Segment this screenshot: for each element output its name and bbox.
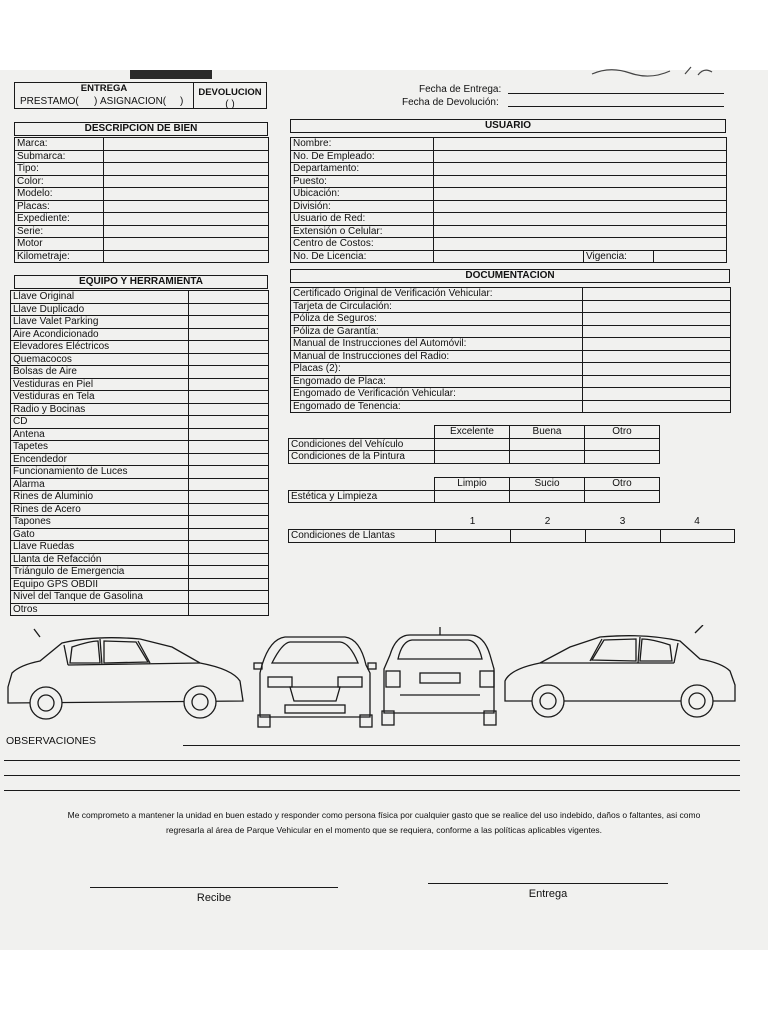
documentacion-value-cell[interactable] xyxy=(583,338,731,351)
equipo-row xyxy=(11,403,269,416)
usuario-row xyxy=(291,250,727,263)
documentacion-value-cell[interactable] xyxy=(583,313,731,326)
car-front-icon xyxy=(254,637,376,727)
prestamo-close: ) xyxy=(94,96,98,107)
estetica-label: Estética y Limpieza xyxy=(289,490,435,503)
llanta-cell[interactable] xyxy=(436,530,511,543)
equipo-label: Otros xyxy=(11,603,189,616)
equipo-table xyxy=(10,290,269,616)
car-left-side-icon xyxy=(8,629,243,719)
equipo-row xyxy=(11,478,269,491)
vehicle-diagram xyxy=(0,625,768,730)
equipo-label: Elevadores Eléctricos xyxy=(11,341,189,354)
usuario-row xyxy=(291,188,727,201)
usuario-value-cell[interactable] xyxy=(434,250,584,263)
documentacion-label: Engomado de Tenencia: xyxy=(291,400,583,413)
equipo-value-cell[interactable] xyxy=(189,516,269,529)
documentacion-title: DOCUMENTACION xyxy=(465,270,555,281)
condiciones-cell[interactable] xyxy=(435,451,510,464)
descripcion-label: Placas: xyxy=(15,200,104,213)
observaciones-line-4[interactable] xyxy=(4,790,740,791)
usuario-value-cell[interactable] xyxy=(434,213,727,226)
documentacion-label: Manual de Instrucciones del Automóvil: xyxy=(291,338,583,351)
descripcion-label: Marca: xyxy=(15,138,104,151)
llanta-header-4: 4 xyxy=(694,516,700,527)
documentacion-row xyxy=(291,313,731,326)
documentacion-table xyxy=(290,287,731,413)
equipo-label: CD xyxy=(11,416,189,429)
equipo-label: Encendedor xyxy=(11,453,189,466)
descripcion-row xyxy=(15,175,269,188)
descripcion-value-cell[interactable] xyxy=(104,150,269,163)
condiciones-cell[interactable] xyxy=(510,451,585,464)
documentacion-value-cell[interactable] xyxy=(583,400,731,413)
equipo-value-cell[interactable] xyxy=(189,591,269,604)
stamp-mark xyxy=(130,70,212,79)
usuario-row xyxy=(291,163,727,176)
equipo-value-cell[interactable] xyxy=(189,566,269,579)
equipo-label: Bolsas de Aire xyxy=(11,366,189,379)
usuario-label: Ubicación: xyxy=(291,188,434,201)
equipo-value-cell[interactable] xyxy=(189,328,269,341)
prestamo-label: PRESTAMO( xyxy=(20,96,79,107)
equipo-row xyxy=(11,428,269,441)
equipo-row xyxy=(11,378,269,391)
equipo-value-cell[interactable] xyxy=(189,341,269,354)
equipo-row xyxy=(11,466,269,479)
estetica-cell[interactable] xyxy=(435,490,510,503)
documentacion-label: Certificado Original de Verificación Vehicular: xyxy=(291,288,583,301)
equipo-value-cell[interactable] xyxy=(189,391,269,404)
equipo-value-cell[interactable] xyxy=(189,303,269,316)
condiciones-header-buena: Buena xyxy=(510,426,585,439)
equipo-row xyxy=(11,591,269,604)
descripcion-row xyxy=(15,213,269,226)
condiciones-pintura-label: Condiciones de la Pintura xyxy=(289,451,435,464)
usuario-row xyxy=(291,138,727,151)
equipo-row xyxy=(11,391,269,404)
equipo-row xyxy=(11,353,269,366)
documentacion-value-cell[interactable] xyxy=(583,363,731,376)
llanta-header-3: 3 xyxy=(619,516,626,527)
vigencia-value-cell[interactable] xyxy=(654,250,727,263)
equipo-row xyxy=(11,441,269,454)
llanta-cell[interactable] xyxy=(661,530,735,543)
documentacion-row xyxy=(291,338,731,351)
usuario-value-cell[interactable] xyxy=(434,225,727,238)
equipo-label: Alarma xyxy=(11,478,189,491)
usuario-value-cell[interactable] xyxy=(434,150,727,163)
usuario-title: USUARIO xyxy=(484,120,532,131)
documentacion-row xyxy=(291,350,731,363)
equipo-label: Funcionamiento de Luces xyxy=(11,466,189,479)
documentacion-value-cell[interactable] xyxy=(583,388,731,401)
estetica-header-sucio: Sucio xyxy=(510,478,585,491)
documentacion-label: Póliza de Garantía: xyxy=(291,325,583,338)
documentacion-row xyxy=(291,300,731,313)
condiciones-header-excelente: Excelente xyxy=(435,426,510,439)
equipo-label: Vestiduras en Tela xyxy=(11,391,189,404)
observaciones-line-1[interactable] xyxy=(183,745,740,746)
equipo-row xyxy=(11,453,269,466)
documentacion-value-cell[interactable] xyxy=(583,350,731,363)
estetica-cell[interactable] xyxy=(585,490,660,503)
descripcion-label: Serie: xyxy=(15,225,104,238)
equipo-label: Tapetes xyxy=(11,441,189,454)
llantas-label: Condiciones de Llantas xyxy=(289,530,436,543)
equipo-label: Llave Original xyxy=(11,291,189,304)
equipo-value-cell[interactable] xyxy=(189,441,269,454)
equipo-row xyxy=(11,291,269,304)
descripcion-label: Expediente: xyxy=(15,213,104,226)
equipo-row xyxy=(11,503,269,516)
descripcion-label: Kilometraje: xyxy=(15,250,104,263)
equipo-value-cell[interactable] xyxy=(189,466,269,479)
equipo-value-cell[interactable] xyxy=(189,366,269,379)
usuario-row xyxy=(291,238,727,251)
equipo-value-cell[interactable] xyxy=(189,316,269,329)
descripcion-row xyxy=(15,138,269,151)
condiciones-cell[interactable] xyxy=(585,451,660,464)
entrega-title: ENTREGA xyxy=(80,83,128,94)
usuario-header xyxy=(290,119,726,133)
condiciones-table xyxy=(288,425,660,464)
equipo-row xyxy=(11,516,269,529)
documentacion-label: Manual de Instrucciones del Radio: xyxy=(291,350,583,363)
disclaimer xyxy=(0,808,768,838)
usuario-label: Extensión o Celular: xyxy=(291,225,434,238)
equipo-value-cell[interactable] xyxy=(189,416,269,429)
condiciones-vehiculo-label: Condiciones del Vehículo xyxy=(289,438,435,451)
equipo-label: Quemacocos xyxy=(11,353,189,366)
descripcion-row xyxy=(15,250,269,263)
disclaimer-line-1: Me comprometo a mantener la unidad en buen estado y responder como persona física por cualquier gasto que se realice del uso indebido, daños o faltantes, asi como xyxy=(67,810,701,820)
documentacion-value-cell[interactable] xyxy=(583,300,731,313)
documentacion-value-cell[interactable] xyxy=(583,325,731,338)
descripcion-label: Submarca: xyxy=(15,150,104,163)
usuario-label: No. De Empleado: xyxy=(291,150,434,163)
equipo-value-cell[interactable] xyxy=(189,428,269,441)
usuario-value-cell[interactable] xyxy=(434,188,727,201)
equipo-value-cell[interactable] xyxy=(189,578,269,591)
usuario-label: No. De Licencia: xyxy=(291,250,434,263)
documentacion-row xyxy=(291,400,731,413)
usuario-label: Puesto: xyxy=(291,175,434,188)
usuario-label: Centro de Costos: xyxy=(291,238,434,251)
observaciones-label: OBSERVACIONES xyxy=(6,735,97,747)
usuario-value-cell[interactable] xyxy=(434,163,727,176)
equipo-label: Rines de Acero xyxy=(11,503,189,516)
equipo-value-cell[interactable] xyxy=(189,378,269,391)
documentacion-label: Póliza de Seguros: xyxy=(291,313,583,326)
llanta-cell[interactable] xyxy=(586,530,661,543)
documentacion-label: Engomado de Placa: xyxy=(291,375,583,388)
descripcion-value-cell[interactable] xyxy=(104,213,269,226)
usuario-value-cell[interactable] xyxy=(434,138,727,151)
equipo-value-cell[interactable] xyxy=(189,453,269,466)
estetica-cell[interactable] xyxy=(510,490,585,503)
documentacion-label: Engomado de Verificación Vehicular: xyxy=(291,388,583,401)
observaciones-line-3[interactable] xyxy=(4,775,740,776)
descripcion-label: Motor xyxy=(15,238,104,251)
llanta-header-1: 1 xyxy=(469,516,476,527)
fecha-entrega-line[interactable] xyxy=(508,93,724,94)
equipo-row xyxy=(11,316,269,329)
equipo-label: Triángulo de Emergencia xyxy=(11,566,189,579)
llantas-table xyxy=(288,529,735,543)
documentacion-value-cell[interactable] xyxy=(583,375,731,388)
estetica-header-limpio: Limpio xyxy=(435,478,510,491)
descripcion-label: Color: xyxy=(15,175,104,188)
descripcion-value-cell[interactable] xyxy=(104,238,269,251)
condiciones-cell[interactable] xyxy=(435,438,510,451)
entrega-label: Entrega xyxy=(528,888,568,900)
descripcion-row xyxy=(15,225,269,238)
llanta-header-2: 2 xyxy=(544,516,551,527)
equipo-value-cell[interactable] xyxy=(189,353,269,366)
condiciones-header-otro: Otro xyxy=(585,426,660,439)
equipo-row xyxy=(11,341,269,354)
equipo-row xyxy=(11,416,269,429)
condiciones-cell[interactable] xyxy=(510,438,585,451)
usuario-table xyxy=(290,137,727,263)
descripcion-label: Modelo: xyxy=(15,188,104,201)
equipo-row xyxy=(11,303,269,316)
asignacion-close: ) xyxy=(180,96,184,107)
equipo-label: Equipo GPS OBDII xyxy=(11,578,189,591)
fecha-entrega-label: Fecha de Entrega: xyxy=(419,84,502,95)
descripcion-value-cell[interactable] xyxy=(104,225,269,238)
descripcion-header xyxy=(14,122,268,136)
descripcion-value-cell[interactable] xyxy=(104,188,269,201)
equipo-header xyxy=(14,275,268,289)
estetica-header-otro: Otro xyxy=(585,478,660,491)
descripcion-value-cell[interactable] xyxy=(104,163,269,176)
equipo-label: Llave Ruedas xyxy=(11,541,189,554)
descripcion-row xyxy=(15,150,269,163)
equipo-label: Llanta de Refacción xyxy=(11,553,189,566)
documentacion-value-cell[interactable] xyxy=(583,288,731,301)
equipo-value-cell[interactable] xyxy=(189,291,269,304)
equipo-row xyxy=(11,578,269,591)
usuario-label: Departamento: xyxy=(291,163,434,176)
fecha-devolucion-label: Fecha de Devolución: xyxy=(402,97,499,108)
descripcion-value-cell[interactable] xyxy=(104,250,269,263)
usuario-value-cell[interactable] xyxy=(434,175,727,188)
devolucion-title: DEVOLUCION xyxy=(198,87,262,98)
documentacion-header xyxy=(290,269,730,283)
equipo-row xyxy=(11,553,269,566)
handwriting-mark xyxy=(590,62,720,78)
equipo-value-cell[interactable] xyxy=(189,403,269,416)
usuario-value-cell[interactable] xyxy=(434,238,727,251)
documentacion-row xyxy=(291,375,731,388)
equipo-row xyxy=(11,328,269,341)
equipo-row xyxy=(11,366,269,379)
recibe-label: Recibe xyxy=(196,892,232,904)
descripcion-label: Tipo: xyxy=(15,163,104,176)
usuario-label: Nombre: xyxy=(291,138,434,151)
equipo-label: Radio y Bocinas xyxy=(11,403,189,416)
equipo-row xyxy=(11,491,269,504)
car-right-side-icon xyxy=(505,625,735,717)
usuario-label: División: xyxy=(291,200,434,213)
equipo-label: Vestiduras en Piel xyxy=(11,378,189,391)
car-rear-icon xyxy=(382,627,496,725)
equipo-label: Llave Duplicado xyxy=(11,303,189,316)
descripcion-title: DESCRIPCION DE BIEN xyxy=(84,123,198,134)
equipo-label: Nivel del Tanque de Gasolina xyxy=(11,591,189,604)
descripcion-value-cell[interactable] xyxy=(104,175,269,188)
descripcion-value-cell[interactable] xyxy=(104,138,269,151)
asignacion-label: ASIGNACION( xyxy=(100,96,167,107)
documentacion-row xyxy=(291,325,731,338)
condiciones-cell[interactable] xyxy=(585,438,660,451)
documentacion-label: Tarjeta de Circulación: xyxy=(291,300,583,313)
entrega-signature-line[interactable] xyxy=(428,883,668,884)
usuario-row xyxy=(291,150,727,163)
equipo-row xyxy=(11,566,269,579)
descripcion-row xyxy=(15,238,269,251)
equipo-value-cell[interactable] xyxy=(189,528,269,541)
usuario-label: Usuario de Red: xyxy=(291,213,434,226)
observaciones-line-2[interactable] xyxy=(4,760,740,761)
usuario-row xyxy=(291,175,727,188)
equipo-value-cell[interactable] xyxy=(189,478,269,491)
equipo-value-cell[interactable] xyxy=(189,553,269,566)
descripcion-row xyxy=(15,163,269,176)
usuario-value-cell[interactable] xyxy=(434,200,727,213)
equipo-value-cell[interactable] xyxy=(189,541,269,554)
equipo-row xyxy=(11,528,269,541)
equipo-row xyxy=(11,541,269,554)
vigencia-label: Vigencia: xyxy=(584,250,654,263)
fecha-devolucion-line[interactable] xyxy=(508,106,724,107)
documentacion-row xyxy=(291,388,731,401)
llanta-cell[interactable] xyxy=(511,530,586,543)
estetica-table xyxy=(288,477,660,503)
equipo-label: Tapones xyxy=(11,516,189,529)
equipo-value-cell[interactable] xyxy=(189,603,269,616)
equipo-label: Aire Acondicionado xyxy=(11,328,189,341)
documentacion-row xyxy=(291,363,731,376)
usuario-row xyxy=(291,225,727,238)
equipo-label: Antena xyxy=(11,428,189,441)
equipo-row xyxy=(11,603,269,616)
equipo-value-cell[interactable] xyxy=(189,491,269,504)
recibe-signature-line[interactable] xyxy=(90,887,338,888)
descripcion-table xyxy=(14,137,269,263)
descripcion-row xyxy=(15,200,269,213)
descripcion-value-cell[interactable] xyxy=(104,200,269,213)
descripcion-row xyxy=(15,188,269,201)
equipo-value-cell[interactable] xyxy=(189,503,269,516)
equipo-label: Rines de Aluminio xyxy=(11,491,189,504)
devolucion-parens: ( ) xyxy=(225,99,235,110)
equipo-title: EQUIPO Y HERRAMIENTA xyxy=(79,276,203,287)
usuario-row xyxy=(291,213,727,226)
disclaimer-line-2: regresarla al área de Parque Vehicular en el momento que se requiera, conforme a las políticas aplicables vigentes. xyxy=(165,825,603,835)
documentacion-row xyxy=(291,288,731,301)
documentacion-label: Placas (2): xyxy=(291,363,583,376)
equipo-label: Llave Valet Parking xyxy=(11,316,189,329)
usuario-row xyxy=(291,200,727,213)
equipo-label: Gato xyxy=(11,528,189,541)
